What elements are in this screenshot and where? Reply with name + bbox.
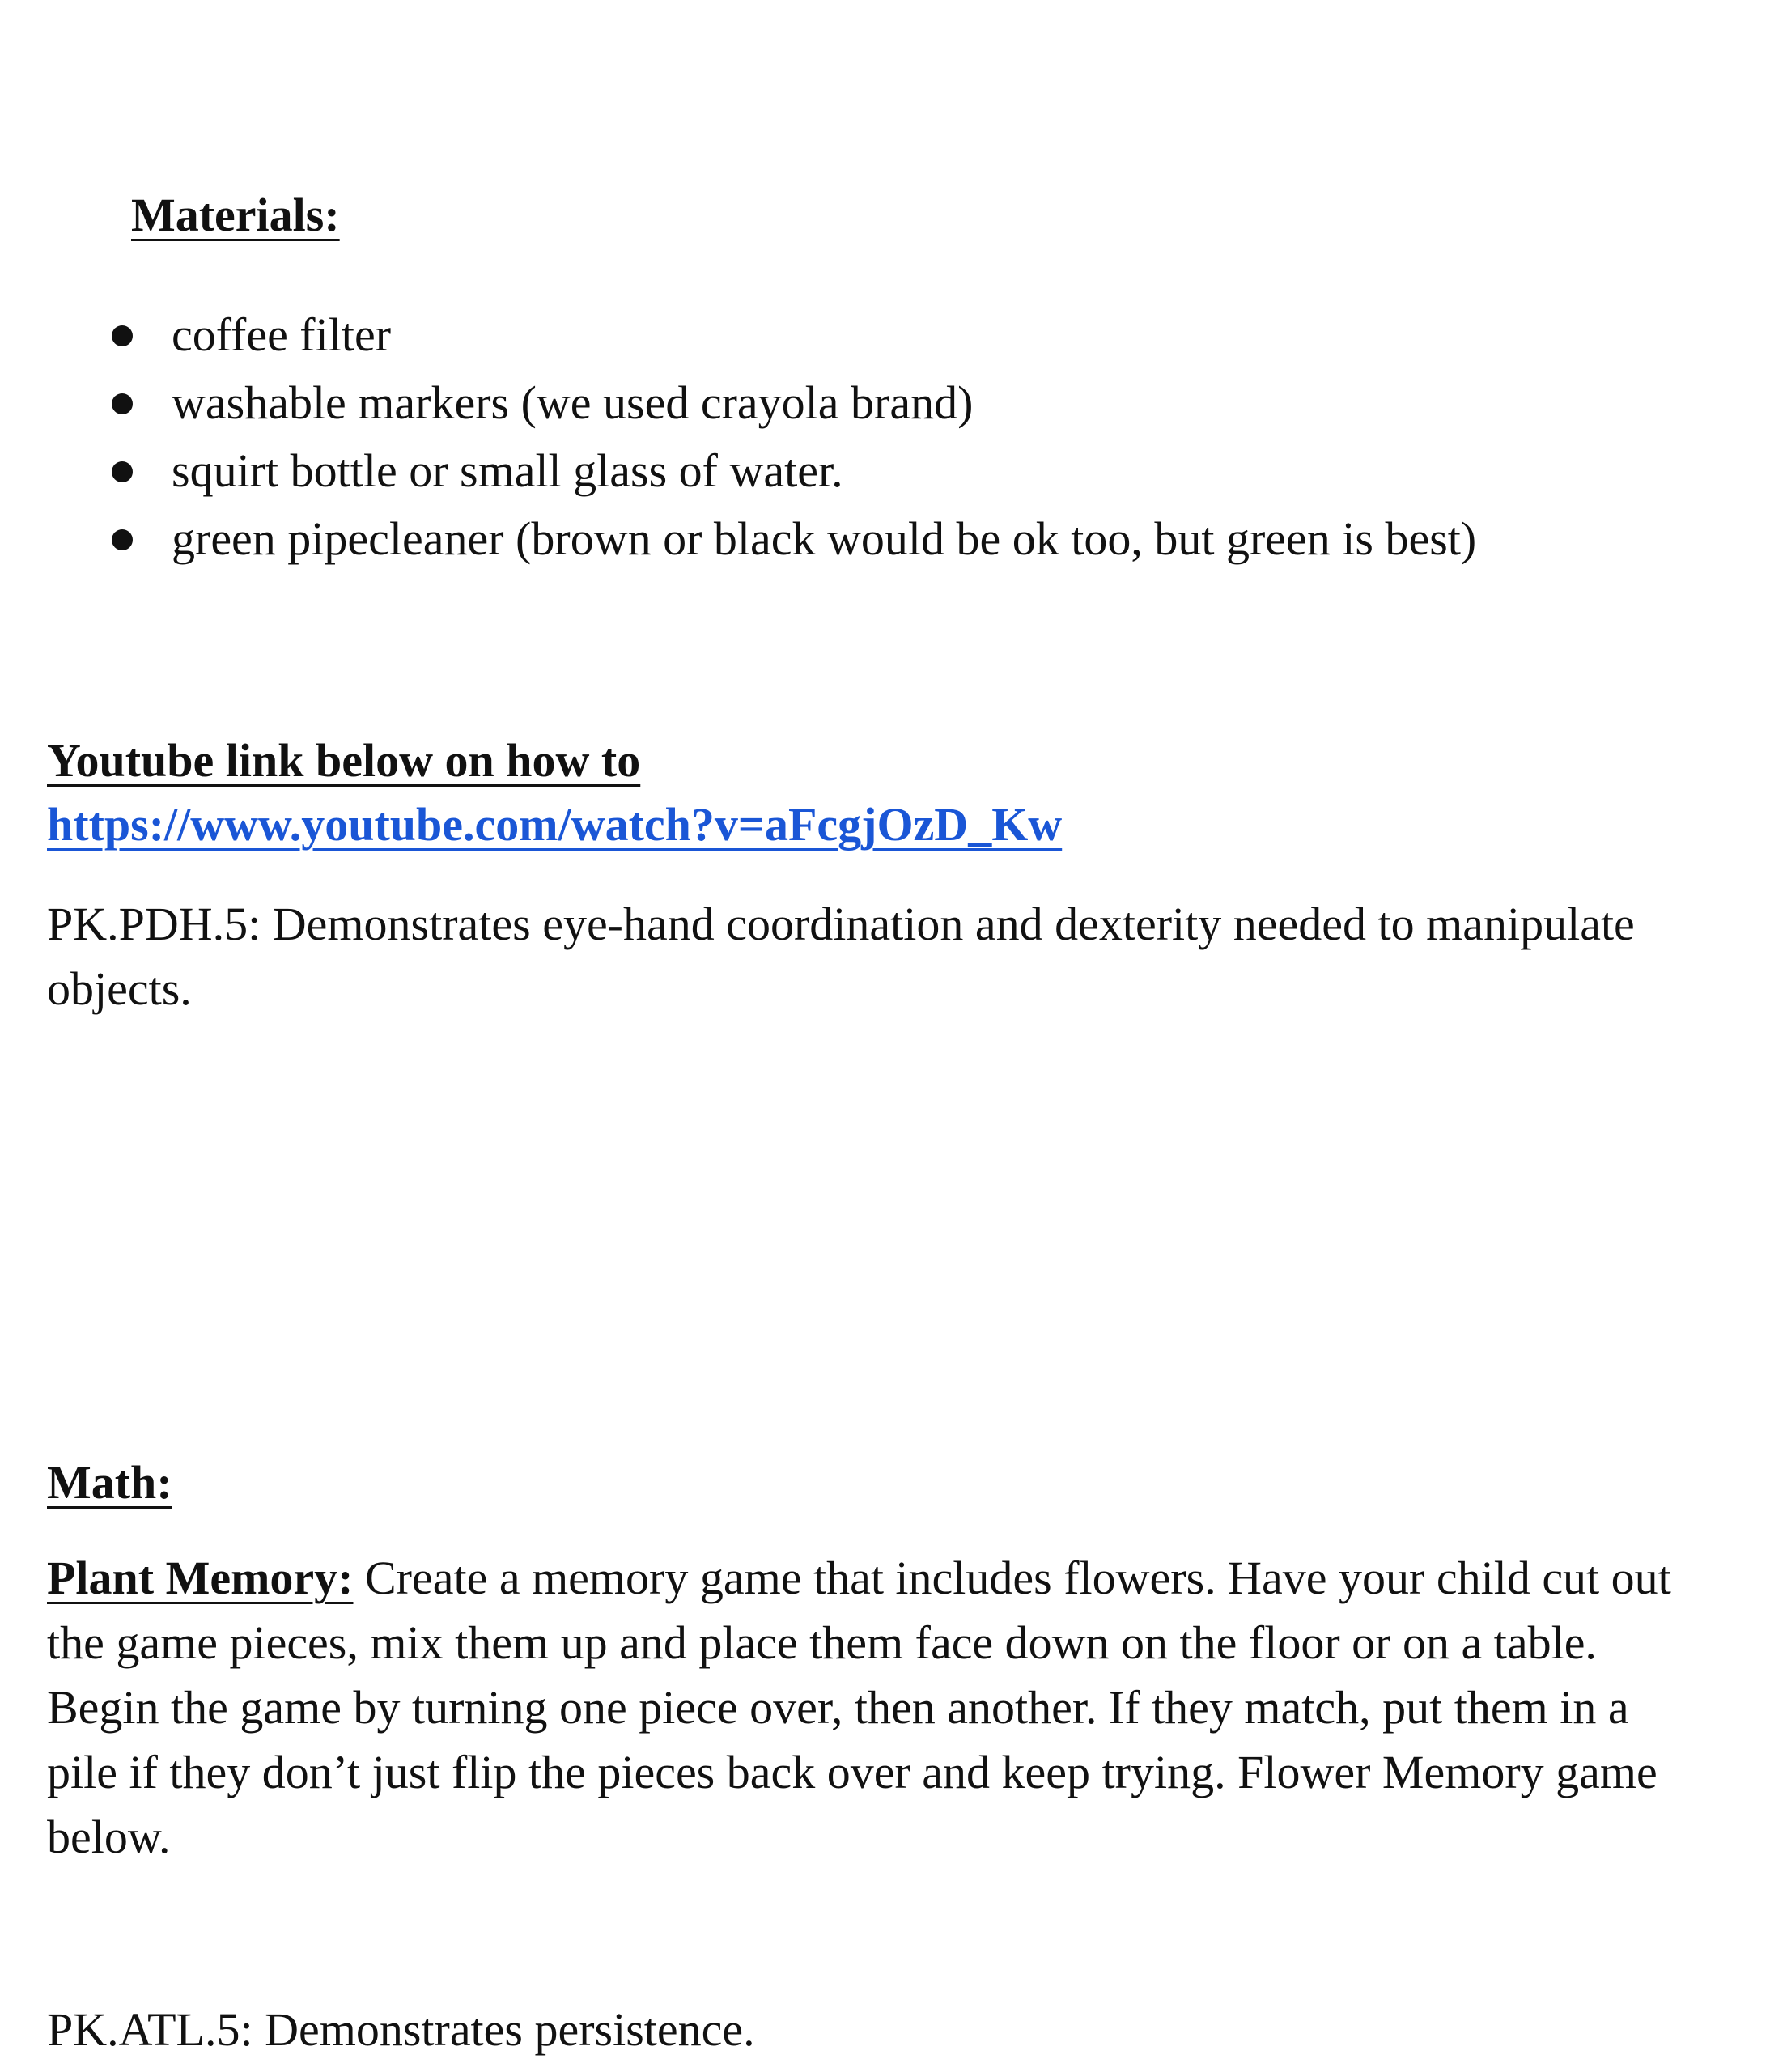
list-item-text: squirt bottle or small glass of water. [172, 444, 843, 497]
plant-memory-text: Create a memory game that includes flowers. Have your child cut out the game pieces, mix them up and place them face down on the floor or on a table. Begin the game by turning one piece over, then another. If they match, put them in a pile if they don’t just flip the pieces back over and keep trying. Flower Memory game below. [47, 1552, 1671, 1863]
list-item [105, 301, 1476, 369]
list-item-text: coffee filter [172, 308, 392, 361]
youtube-heading: Youtube link below on how to [47, 734, 641, 787]
bullet-icon [112, 393, 133, 414]
bullet-icon [112, 461, 133, 482]
math-heading: Math: [47, 1456, 172, 1509]
plant-memory-paragraph [47, 1546, 1698, 1870]
list-item-text: washable markers (we used crayola brand) [172, 376, 974, 429]
materials-list [105, 301, 1476, 573]
youtube-link[interactable]: https://www.youtube.com/watch?v=aFcgjOzD_Kw [47, 798, 1063, 851]
materials-heading: Materials: [131, 189, 340, 241]
bullet-icon [112, 529, 133, 550]
list-item-text: green pipecleaner (brown or black would be ok too, but green is best) [172, 512, 1477, 565]
list-item [105, 369, 1476, 437]
plant-memory-title: Plant Memory: [47, 1552, 354, 1604]
list-item [105, 505, 1476, 573]
standard-atl-text: PK.ATL.5: Demonstrates persistence. [47, 2003, 755, 2056]
list-item [105, 437, 1476, 505]
standard-pdh-text: PK.PDH.5: Demonstrates eye-hand coordination and dexterity needed to manipulate objects. [47, 898, 1635, 1015]
bullet-icon [112, 325, 133, 346]
